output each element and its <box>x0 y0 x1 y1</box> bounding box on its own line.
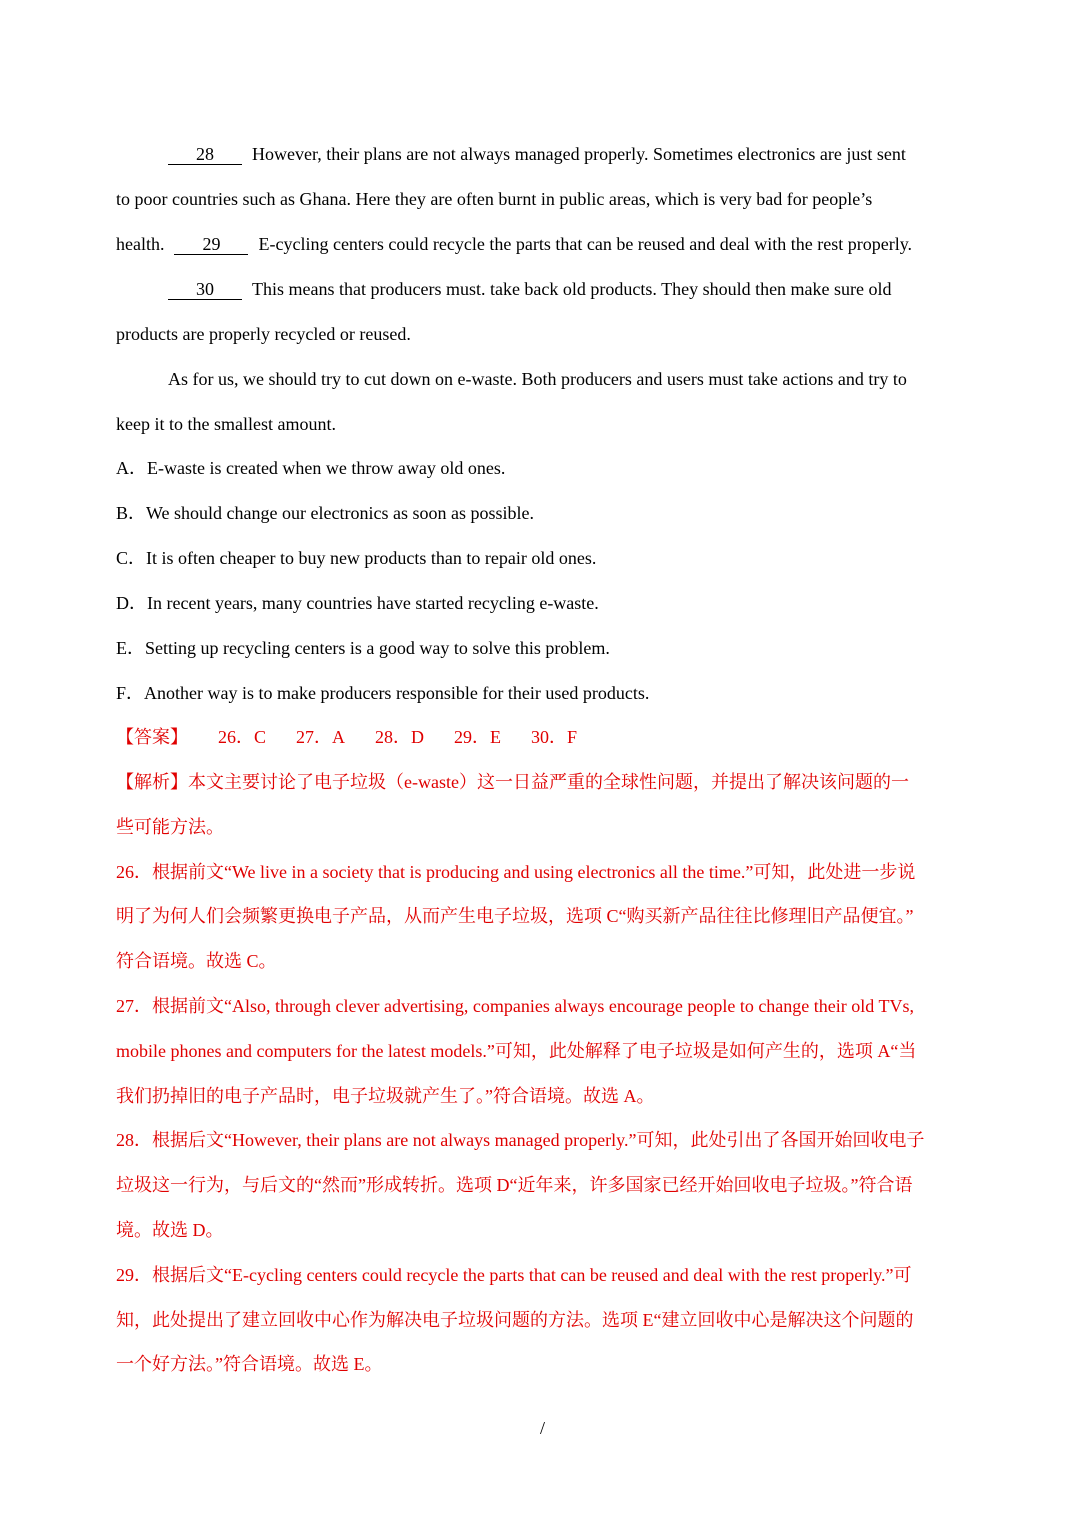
option-a: A．E-waste is created when we throw away old ones. <box>116 458 506 478</box>
answer-item: 28．D <box>375 727 425 747</box>
analysis-q26: 26．根据前文“We live in a society that is producing and using electronics all the time.”可知，此处进一步说 <box>116 862 916 882</box>
option-f: F．Another way is to make producers responsible for their used products. <box>116 683 650 703</box>
analysis-q29: 一个好方法。”符合语境。故选 E。 <box>116 1354 383 1374</box>
passage-text: health. <box>116 234 165 254</box>
analysis-q27: 27．根据前文“Also, through clever advertising, companies always encourage people to change their old TVs, <box>116 996 914 1016</box>
passage-line: keep it to the smallest amount. <box>116 414 336 434</box>
option-d: D．In recent years, many countries have started recycling e-waste. <box>116 593 599 613</box>
passage-line: products are properly recycled or reused. <box>116 324 411 344</box>
blank-28: 28 <box>168 144 242 165</box>
passage-paragraph-last: As for us, we should try to cut down on e-waste. Both producers and users must take actions and try to <box>168 369 907 389</box>
passage-text: However, their plans are not always managed properly. Sometimes electronics are just sent <box>252 144 906 164</box>
analysis-intro <box>116 770 909 794</box>
analysis-q28: 28．根据后文“However, their plans are not always managed properly.”可知，此处引出了各国开始回收电子 <box>116 1130 925 1150</box>
analysis-q29: 知，此处提出了建立回收中心作为解决电子垃圾问题的方法。选项 E“建立回收中心是解决这个问题的 <box>116 1310 914 1330</box>
passage-text: This means that producers must. take back old products. They should then make sure old <box>252 279 892 299</box>
analysis-label: 【解析】 <box>116 772 188 792</box>
passage-text: E-cycling centers could recycle the parts that can be reused and deal with the rest properly. <box>258 234 913 254</box>
answer-item: 29．E <box>454 727 502 747</box>
passage-paragraph-28 <box>168 142 906 166</box>
analysis-q28: 境。故选 D。 <box>116 1220 224 1240</box>
blank-30: 30 <box>168 279 242 300</box>
passage-paragraph-30 <box>168 277 892 301</box>
answer-item: 30．F <box>531 727 578 747</box>
analysis-q26: 符合语境。故选 C。 <box>116 951 277 971</box>
analysis-text: 些可能方法。 <box>116 817 224 837</box>
page-number: / <box>540 1418 546 1438</box>
answer-line <box>116 725 577 749</box>
blank-29: 29 <box>174 234 248 255</box>
analysis-text: 本文主要讨论了电子垃圾（e-waste）这一日益严重的全球性问题，并提出了解决该问题的一 <box>188 772 909 792</box>
analysis-q29: 29．根据后文“E-cycling centers could recycle the parts that can be reused and deal with the rest properly.”可 <box>116 1265 912 1285</box>
analysis-q26: 明了为何人们会频繁更换电子产品，从而产生电子垃圾，选项 C“购买新产品往往比修理旧产品便宜。” <box>116 906 914 926</box>
option-e: E．Setting up recycling centers is a good way to solve this problem. <box>116 638 610 658</box>
answer-item: 26．C <box>218 727 267 747</box>
option-b: B．We should change our electronics as soon as possible. <box>116 503 534 523</box>
answer-item: 27．A <box>296 727 346 747</box>
analysis-q27: 我们扔掉旧的电子产品时，电子垃圾就产生了。”符合语境。故选 A。 <box>116 1086 655 1106</box>
analysis-q27: mobile phones and computers for the latest models.”可知，此处解释了电子垃圾是如何产生的，选项 A“当 <box>116 1041 917 1061</box>
answer-label: 【答案】 <box>116 727 188 747</box>
analysis-q28: 垃圾这一行为，与后文的“然而”形成转折。选项 D“近年来，许多国家已经开始回收电子垃圾。”符合语 <box>116 1175 913 1195</box>
passage-paragraph-29 <box>116 232 912 256</box>
option-c: C．It is often cheaper to buy new products than to repair old ones. <box>116 548 597 568</box>
passage-line: to poor countries such as Ghana. Here they are often burnt in public areas, which is very bad for people’s <box>116 189 873 209</box>
